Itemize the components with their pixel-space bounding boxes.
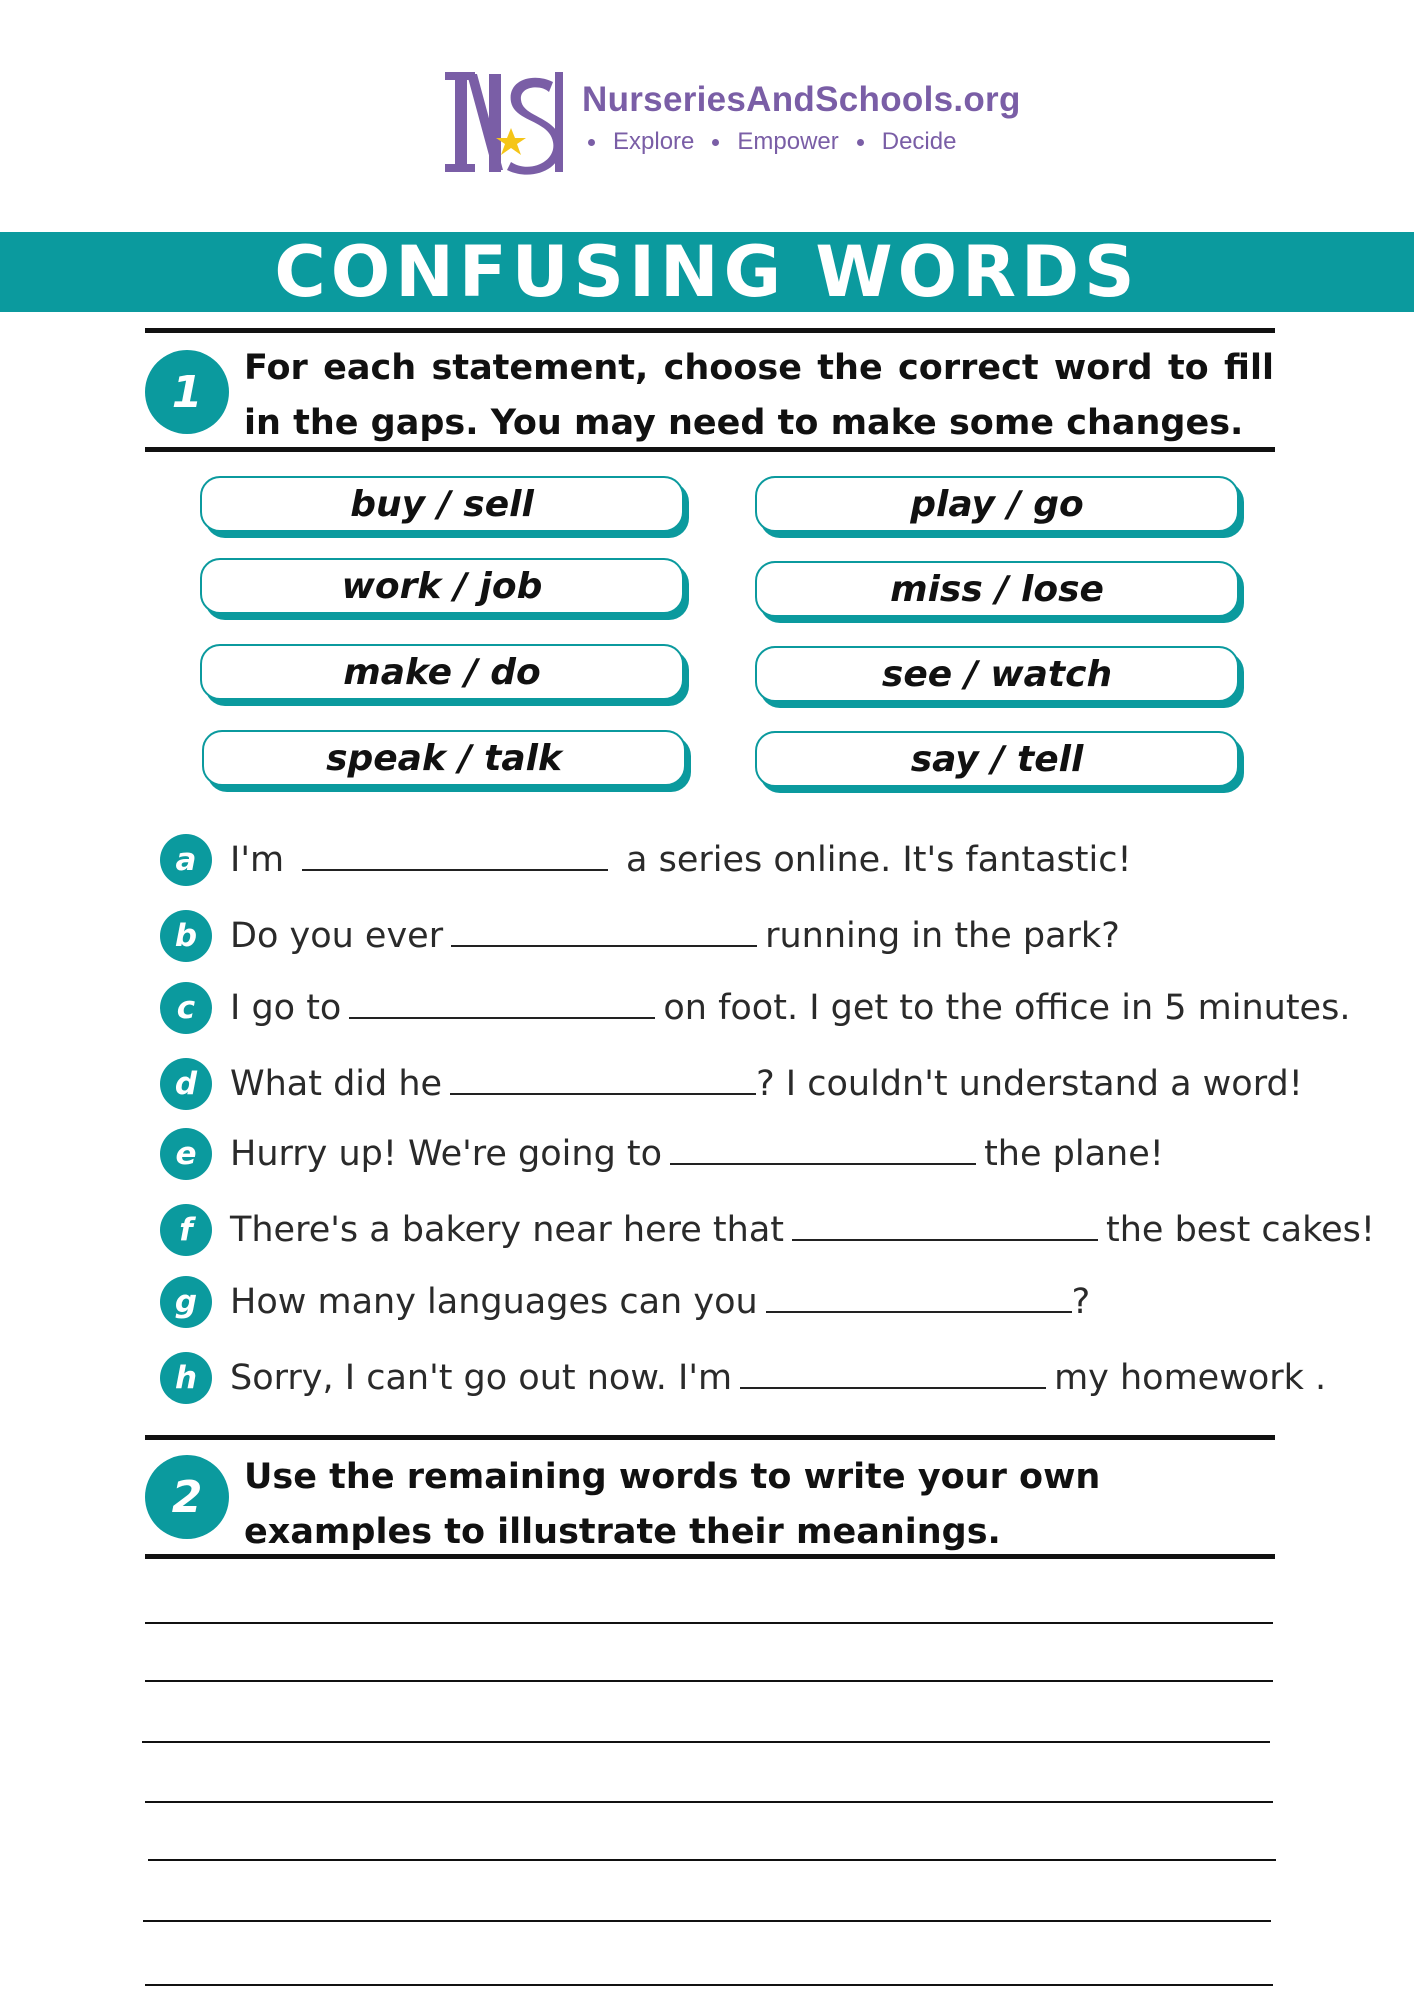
answer-blank[interactable] (766, 1283, 1072, 1313)
answer-blank[interactable] (670, 1135, 976, 1165)
tagline-decide: Decide (881, 128, 957, 155)
question-letter-badge: d (160, 1058, 212, 1110)
section1-top-rule (145, 328, 1275, 333)
section1-instruction: For each statement, choose the correct word to fill in the gaps. You may need to make some changes. (244, 348, 1274, 443)
question-text (230, 1210, 1375, 1250)
question-after: the plane! (984, 1134, 1164, 1174)
question-before: What did he (230, 1064, 443, 1104)
word-box-miss-lose: miss / lose (755, 561, 1239, 617)
question-after: the best cakes! (1106, 1210, 1375, 1250)
question-letter-badge: f (160, 1204, 212, 1256)
question-after: ? (1071, 1282, 1091, 1322)
question-before: Do you ever (230, 916, 444, 956)
question-after: a series online. It's fantastic! (626, 840, 1132, 880)
question-letter-badge: g (160, 1276, 212, 1328)
word-box-speak-talk: speak / talk (202, 730, 686, 786)
writing-line[interactable] (145, 1984, 1273, 1986)
question-letter-badge: b (160, 910, 212, 962)
nurseries-logo-icon (445, 70, 575, 180)
tagline-dot (857, 139, 864, 146)
question-text (230, 916, 1120, 956)
question-e (160, 1126, 1164, 1182)
word-box-work-job: work / job (200, 558, 684, 614)
word-box-buy-sell: buy / sell (200, 476, 684, 532)
question-before: Sorry, I can't go out now. I'm (230, 1358, 733, 1398)
question-before: How many languages can you (230, 1282, 758, 1322)
word-box-say-tell: say / tell (755, 731, 1239, 787)
question-letter-badge: e (160, 1128, 212, 1180)
answer-blank[interactable] (740, 1359, 1046, 1389)
writing-line[interactable] (142, 1741, 1270, 1743)
question-after: on foot. I get to the office in 5 minutes. (663, 988, 1351, 1028)
title-banner (0, 232, 1414, 312)
writing-line[interactable] (145, 1801, 1273, 1803)
section1-bottom-rule (145, 447, 1275, 452)
answer-blank[interactable] (302, 841, 608, 871)
question-a (160, 832, 1132, 888)
question-b (160, 908, 1120, 964)
question-before: Hurry up! We're going to (230, 1134, 663, 1174)
section2-top-rule (145, 1435, 1275, 1440)
question-after: my homework . (1054, 1358, 1327, 1398)
question-d (160, 1056, 1303, 1112)
question-before: I go to (230, 988, 342, 1028)
writing-line[interactable] (145, 1680, 1273, 1682)
question-text (230, 1064, 1303, 1104)
brand-tagline (588, 128, 956, 156)
question-f (160, 1202, 1375, 1258)
section1-number-badge: 1 (145, 350, 229, 434)
question-text (230, 1282, 1090, 1322)
question-text (230, 1134, 1164, 1174)
question-g (160, 1274, 1090, 1330)
tagline-dot (712, 139, 719, 146)
question-letter-badge: c (160, 982, 212, 1034)
word-box-see-watch: see / watch (755, 646, 1239, 702)
question-text (230, 840, 1132, 880)
writing-line[interactable] (148, 1859, 1276, 1861)
question-before: I'm (230, 840, 285, 880)
answer-blank[interactable] (450, 1065, 756, 1095)
question-letter-badge: a (160, 834, 212, 886)
question-after: ? I couldn't understand a word! (756, 1064, 1303, 1104)
answer-blank[interactable] (349, 989, 655, 1019)
brand-name: NurseriesAndSchools.org (582, 80, 1021, 119)
tagline-dot (588, 139, 595, 146)
section2-instruction: Use the remaining words to write your own examples to illustrate their meanings. (244, 1457, 1101, 1552)
question-text (230, 988, 1350, 1028)
answer-blank[interactable] (451, 917, 757, 947)
question-before: There's a bakery near here that (230, 1210, 785, 1250)
section2-bottom-rule (145, 1554, 1275, 1559)
answer-blank[interactable] (792, 1211, 1098, 1241)
writing-line[interactable] (145, 1622, 1273, 1624)
question-letter-badge: h (160, 1352, 212, 1404)
word-box-play-go: play / go (755, 476, 1239, 532)
page-title: CONFUSING WORDS (274, 231, 1140, 313)
question-after: running in the park? (765, 916, 1120, 956)
question-h (160, 1350, 1326, 1406)
question-text (230, 1358, 1326, 1398)
tagline-empower: Empower (737, 128, 839, 155)
question-c (160, 980, 1350, 1036)
word-box-make-do: make / do (200, 644, 684, 700)
section2-number-badge: 2 (145, 1455, 229, 1539)
tagline-explore: Explore (613, 128, 695, 155)
writing-line[interactable] (143, 1920, 1271, 1922)
